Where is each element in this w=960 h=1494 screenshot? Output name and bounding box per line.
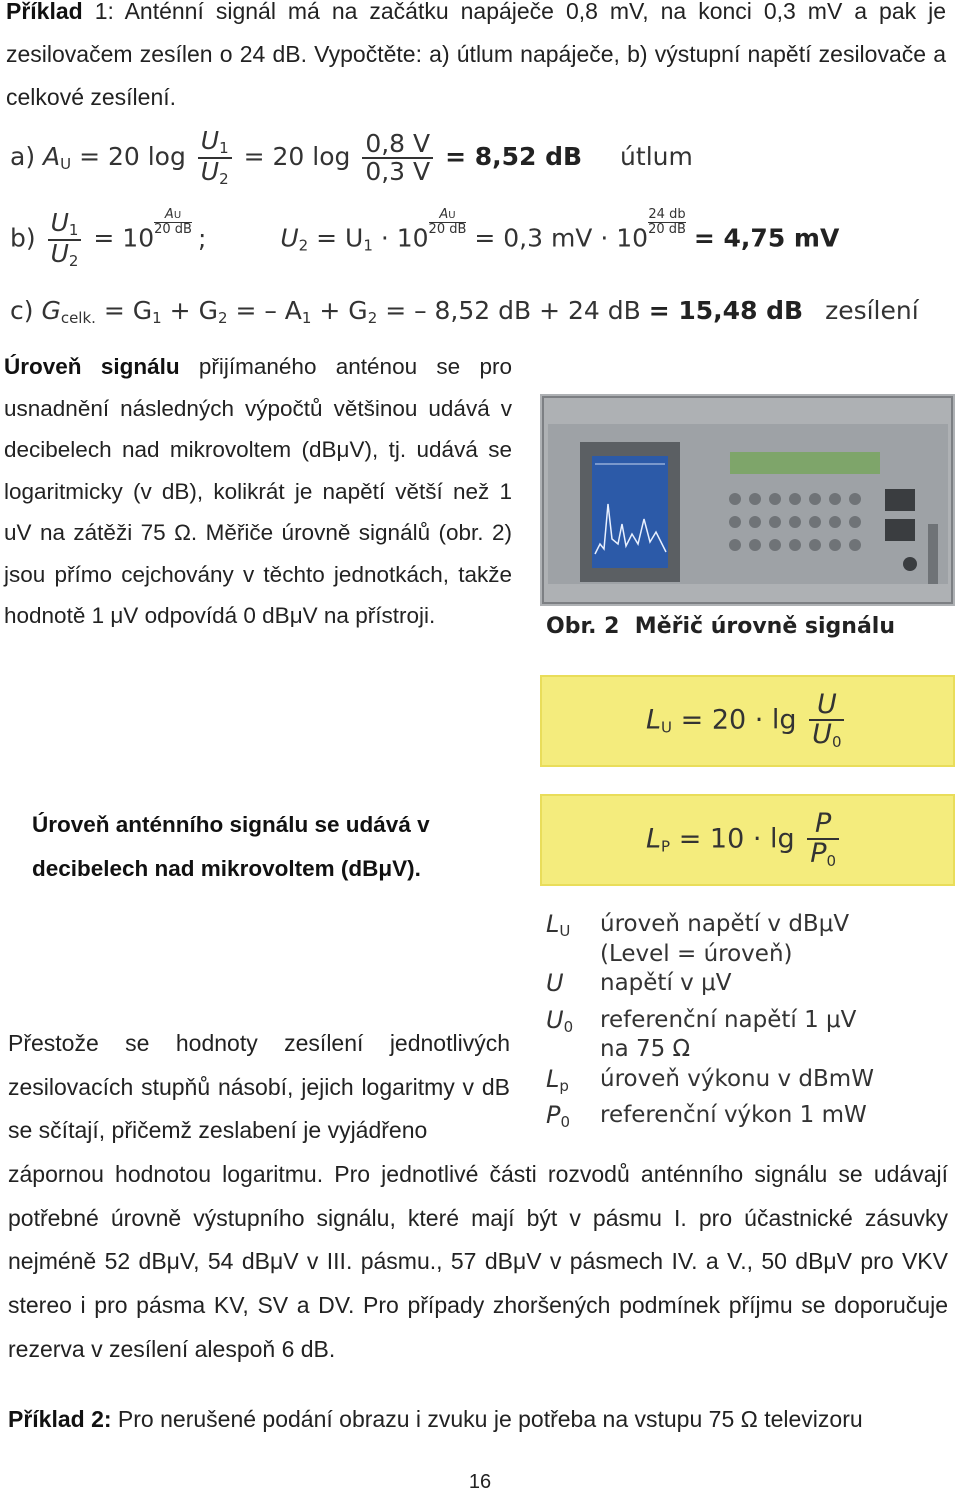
eq-a-frac1-num-sub: 1: [219, 139, 229, 157]
eq-b-exp2-num: A: [439, 207, 449, 222]
symbol-legend: [546, 910, 956, 1138]
example1-paragraph: [6, 0, 946, 119]
legend-description-line: úroveň napětí v dBμV: [600, 911, 850, 937]
bold-statement: Úroveň anténního signálu se udává v decibelech nad mikrovoltem (dBμV).: [32, 812, 430, 881]
eq-a-note: útlum: [620, 141, 693, 171]
eq-b-frac-den-sub: 2: [68, 251, 79, 270]
legend-row: [546, 1006, 956, 1065]
signal-meter-photo: [540, 394, 955, 606]
legend-description-line: referenční napětí 1 μV: [600, 1006, 857, 1033]
formula-power-box: [540, 794, 955, 886]
eq-b-frac-num-sub: 1: [68, 220, 79, 239]
eq-a-fraction-numeric: [362, 128, 433, 186]
eq-b-exp2-num-sub: U: [448, 210, 456, 221]
meter-screen: [592, 456, 668, 568]
legend-symbol: [546, 1101, 600, 1138]
legend-description-line: úroveň výkonu v dBmW: [600, 1065, 874, 1092]
legend-description-line: (Level = úroveň): [600, 940, 793, 967]
eq-a-frac1-num: U: [200, 126, 220, 155]
equation-a: [10, 128, 693, 188]
formula-power-fraction: [807, 810, 839, 870]
legend-row: [546, 1065, 956, 1102]
eq-c-g2-sub: 2: [217, 309, 228, 327]
eq-b-part2-lhs: U: [280, 223, 299, 253]
eq-b-frac-den: U: [50, 238, 69, 268]
legend-description-line: referenční výkon 1 mW: [600, 1102, 867, 1128]
eq-c-expr1: = G: [103, 296, 153, 325]
eq-b-semicolon: ;: [197, 223, 207, 253]
legend-symbol-sub: 0: [560, 1113, 571, 1131]
eq-c-lhs: G: [41, 296, 61, 325]
eq-b-exp1-den: 20 dB: [154, 221, 192, 237]
legend-symbol: [546, 910, 600, 947]
equation-b: [10, 208, 839, 269]
eq-c-g2b-sub: 2: [367, 309, 378, 327]
legend-row: [546, 1101, 956, 1138]
eq-b-part2-eq: = U: [316, 223, 364, 253]
legend-symbol: [546, 1006, 600, 1043]
eq-a-fraction-symbolic: [198, 128, 232, 188]
formula-voltage-den: U: [812, 719, 832, 751]
level-paragraph-bold: Úroveň signálu: [4, 354, 180, 379]
eq-b-exp3: [648, 208, 686, 236]
formula-voltage-eq: = 20 · lg: [680, 704, 797, 736]
eq-a-frac1-den-sub: 2: [219, 169, 229, 188]
formula-voltage-num: U: [809, 691, 844, 721]
legend-symbol: [546, 969, 600, 1006]
legend-symbol-letter: L: [546, 910, 560, 938]
eq-c-g1-sub: 1: [152, 309, 162, 327]
formula-voltage-lhs: L: [646, 704, 662, 736]
eq-b-exp2: [429, 208, 467, 236]
eq-b-exp1-num: A: [164, 207, 174, 222]
formula-voltage-lhs-sub: U: [661, 718, 673, 737]
level-paragraph: [4, 346, 512, 637]
signal-meter-illustration: [540, 394, 955, 606]
eq-b-exp3-den: 20 dB: [648, 221, 686, 237]
formula-power-num: P: [807, 810, 839, 840]
eq-a-frac1-den: U: [200, 156, 220, 186]
formula-voltage-fraction: [809, 691, 844, 751]
legend-symbol: [546, 1065, 600, 1102]
example1-label: Příklad: [6, 0, 83, 24]
eq-b-part2-val: = 0,3 mV · 10: [474, 223, 649, 253]
legend-symbol-letter: U: [546, 1005, 564, 1034]
equation-c: [10, 296, 919, 327]
legend-symbol-sub: U: [559, 922, 571, 940]
eq-b-eq1: = 10: [93, 223, 155, 253]
eq-c-lhs-sub: celk.: [60, 309, 96, 327]
eq-c-label: c): [10, 296, 34, 325]
eq-b-part2-lhs-sub: 2: [298, 236, 309, 255]
legend-row: [546, 910, 956, 969]
legend-symbol-sub: p: [559, 1076, 569, 1095]
eq-b-exp1-num-sub: U: [173, 210, 182, 221]
example2-paragraph: [8, 1398, 953, 1441]
page-number: 16: [468, 1471, 492, 1493]
eq-b-part2-times: · 10: [380, 223, 429, 253]
legend-symbol-sub: 0: [563, 1017, 574, 1036]
legend-symbol-letter: U: [546, 969, 564, 997]
formula-voltage-box: [540, 675, 955, 767]
level-paragraph-text: přijímaného anténou se pro usnadnění následných výpočtů většinou udává v decibelech nad mikrovoltem (dBμV), tj. udává se logaritmicky (v dB), kolikrát je napětí větší než 1 uV na zátěži 75 Ω. Měřiče úrovně signálů (obr. 2) jsou přímo cejchovány v těchto jednotkách, takže hodnotě 1 μV odpovídá 0 dBμV na přístroji.: [4, 354, 512, 628]
formula-voltage-den-sub: 0: [831, 733, 842, 752]
meter-lcd-display: [730, 452, 880, 474]
eq-b-exp1: [154, 208, 192, 236]
gain-paragraph-wide: zápornou hodnotou logaritmu. Pro jednotlivé části rozvodů anténního signálu se udávají potřebné úrovně výstupního signálu, které mají být v pásmu I. pro účastnické zásuvky nejméně 52 dBμV, 54 dBμV v III. pásmu., 57 dBμV v pásmech IV. a V., 50 dBμV pro VKV stereo i pro pásma KV, SV a DV. Pro případy zhoršených podmínek příjmu se doporučuje rezerva v zesílení alespoň 6 dB.: [8, 1161, 948, 1362]
eq-b-exp3-num: 24 db: [648, 207, 686, 222]
gain-paragraph-narrow: Přestože se hodnoty zesílení jednotlivých zesilovacích stupňů násobí, jejich logaritmy v dB se sčítají, přičemž zeslabení je vyjádřeno: [8, 1030, 510, 1144]
formula-power-den: P: [810, 838, 827, 870]
example1-text: Anténní signál má na začátku napáječe 0,8 mV, na konci 0,3 mV a pak je zesilovačem zesílen o 24 dB. Vypočtěte: a) útlum napáječe, b) výstupní napětí zesilovače a celkové zesílení.: [6, 0, 946, 110]
eq-b-fraction: [48, 207, 82, 270]
eq-c-a1-sub: 1: [301, 309, 312, 327]
eq-a-frac2-den: 0,3 V: [365, 156, 431, 186]
eq-a-frac2-num: 0,8 V: [362, 131, 433, 159]
eq-c-plus2: + G: [319, 296, 368, 325]
eq-b-label: b): [10, 223, 36, 253]
example2-label: Příklad 2:: [8, 1406, 112, 1432]
eq-b-frac-num: U: [50, 207, 69, 237]
eq-a-lhs: A: [43, 141, 61, 171]
figure-caption: Obr. 2 Měřič úrovně signálu: [546, 614, 896, 639]
eq-b-exp2-den: 20 dB: [428, 221, 467, 237]
formula-power-den-sub: 0: [826, 852, 837, 871]
legend-description-line: na 75 Ω: [600, 1036, 691, 1062]
formula-power-lhs-sub: P: [661, 837, 671, 856]
eq-c-expr3: = – 8,52 dB + 24 dB: [385, 296, 641, 325]
eq-b-part2-eq-sub: 1: [363, 236, 373, 255]
eq-c-result: = 15,48 dB: [648, 296, 804, 325]
legend-row: [546, 969, 956, 1006]
legend-description-line: napětí v μV: [600, 970, 732, 996]
example2-text: Pro nerušené podání obrazu i zvuku je potřeba na vstupu 75 Ω televizoru: [111, 1406, 863, 1432]
eq-a-eq1: = 20 log: [79, 141, 186, 171]
legend-symbol-letter: L: [546, 1064, 560, 1093]
formula-power-eq: = 10 · lg: [678, 823, 795, 855]
eq-a-lhs-sub: U: [60, 154, 72, 173]
formula-power-lhs: L: [646, 823, 662, 855]
eq-a-eq2: = 20 log: [243, 141, 351, 171]
eq-c-note: zesílení: [825, 296, 919, 325]
eq-b-result: = 4,75 mV: [693, 223, 840, 253]
legend-symbol-letter: P: [546, 1101, 561, 1129]
eq-c-plus1: + G: [169, 296, 218, 325]
example1-number: 1:: [82, 0, 114, 24]
eq-a-result: = 8,52 dB: [445, 141, 583, 171]
eq-a-label: a): [10, 141, 36, 171]
eq-c-expr2: = – A: [235, 296, 302, 325]
